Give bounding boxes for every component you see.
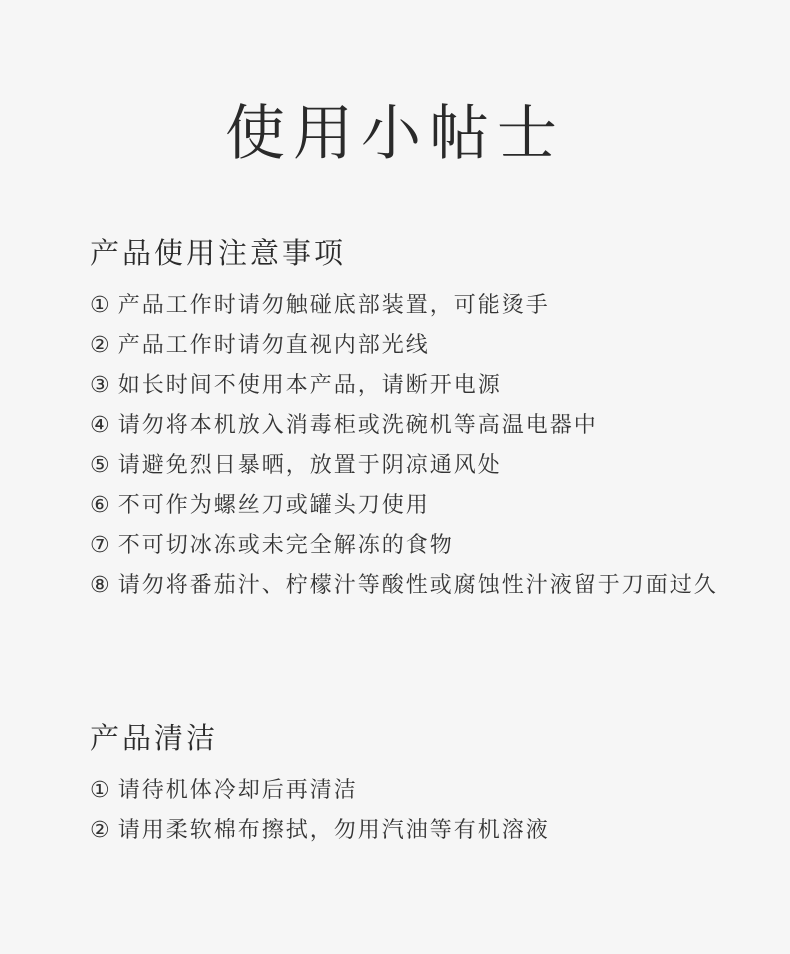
product-cleaning-section xyxy=(90,715,730,851)
item-number: ⑤ xyxy=(90,453,112,478)
usage-precautions-section xyxy=(90,230,730,606)
cleaning-list xyxy=(90,771,730,851)
item-text: 如长时间不使用本产品，请断开电源 xyxy=(117,373,502,398)
list-item xyxy=(90,771,730,811)
item-text: 请避免烈日暴晒，放置于阴凉通风处 xyxy=(117,453,502,478)
list-item xyxy=(90,326,730,366)
precautions-list xyxy=(90,286,730,606)
item-number: ④ xyxy=(90,413,112,438)
item-text: 不可作为螺丝刀或罐头刀使用 xyxy=(117,493,430,518)
item-text: 请用柔软棉布擦拭，勿用汽油等有机溶液 xyxy=(117,818,550,843)
item-number: ⑧ xyxy=(90,573,112,598)
list-item xyxy=(90,811,730,851)
item-text: 产品工作时请勿直视内部光线 xyxy=(117,333,430,358)
item-number: ② xyxy=(90,818,112,843)
section-heading: 产品清洁 xyxy=(90,721,219,755)
list-item xyxy=(90,526,730,566)
page-title: 使用小帖士 xyxy=(225,99,565,169)
item-number: ⑦ xyxy=(90,533,112,558)
list-item xyxy=(90,286,730,326)
item-text: 产品工作时请勿触碰底部装置，可能烫手 xyxy=(117,293,550,318)
list-item xyxy=(90,366,730,406)
item-number: ⑥ xyxy=(90,493,112,518)
list-item xyxy=(90,486,730,526)
list-item xyxy=(90,446,730,486)
list-item xyxy=(90,566,730,606)
item-text: 请勿将番茄汁、柠檬汁等酸性或腐蚀性汁液留于刀面过久 xyxy=(117,573,718,598)
item-number: ③ xyxy=(90,373,112,398)
list-item xyxy=(90,406,730,446)
item-number: ① xyxy=(90,778,112,803)
item-text: 不可切冰冻或未完全解冻的食物 xyxy=(117,533,454,558)
item-text: 请勿将本机放入消毒柜或洗碗机等高温电器中 xyxy=(117,413,598,438)
item-number: ① xyxy=(90,293,112,318)
section-heading: 产品使用注意事项 xyxy=(90,236,347,270)
item-number: ② xyxy=(90,333,112,358)
item-text: 请待机体冷却后再清洁 xyxy=(117,778,358,803)
